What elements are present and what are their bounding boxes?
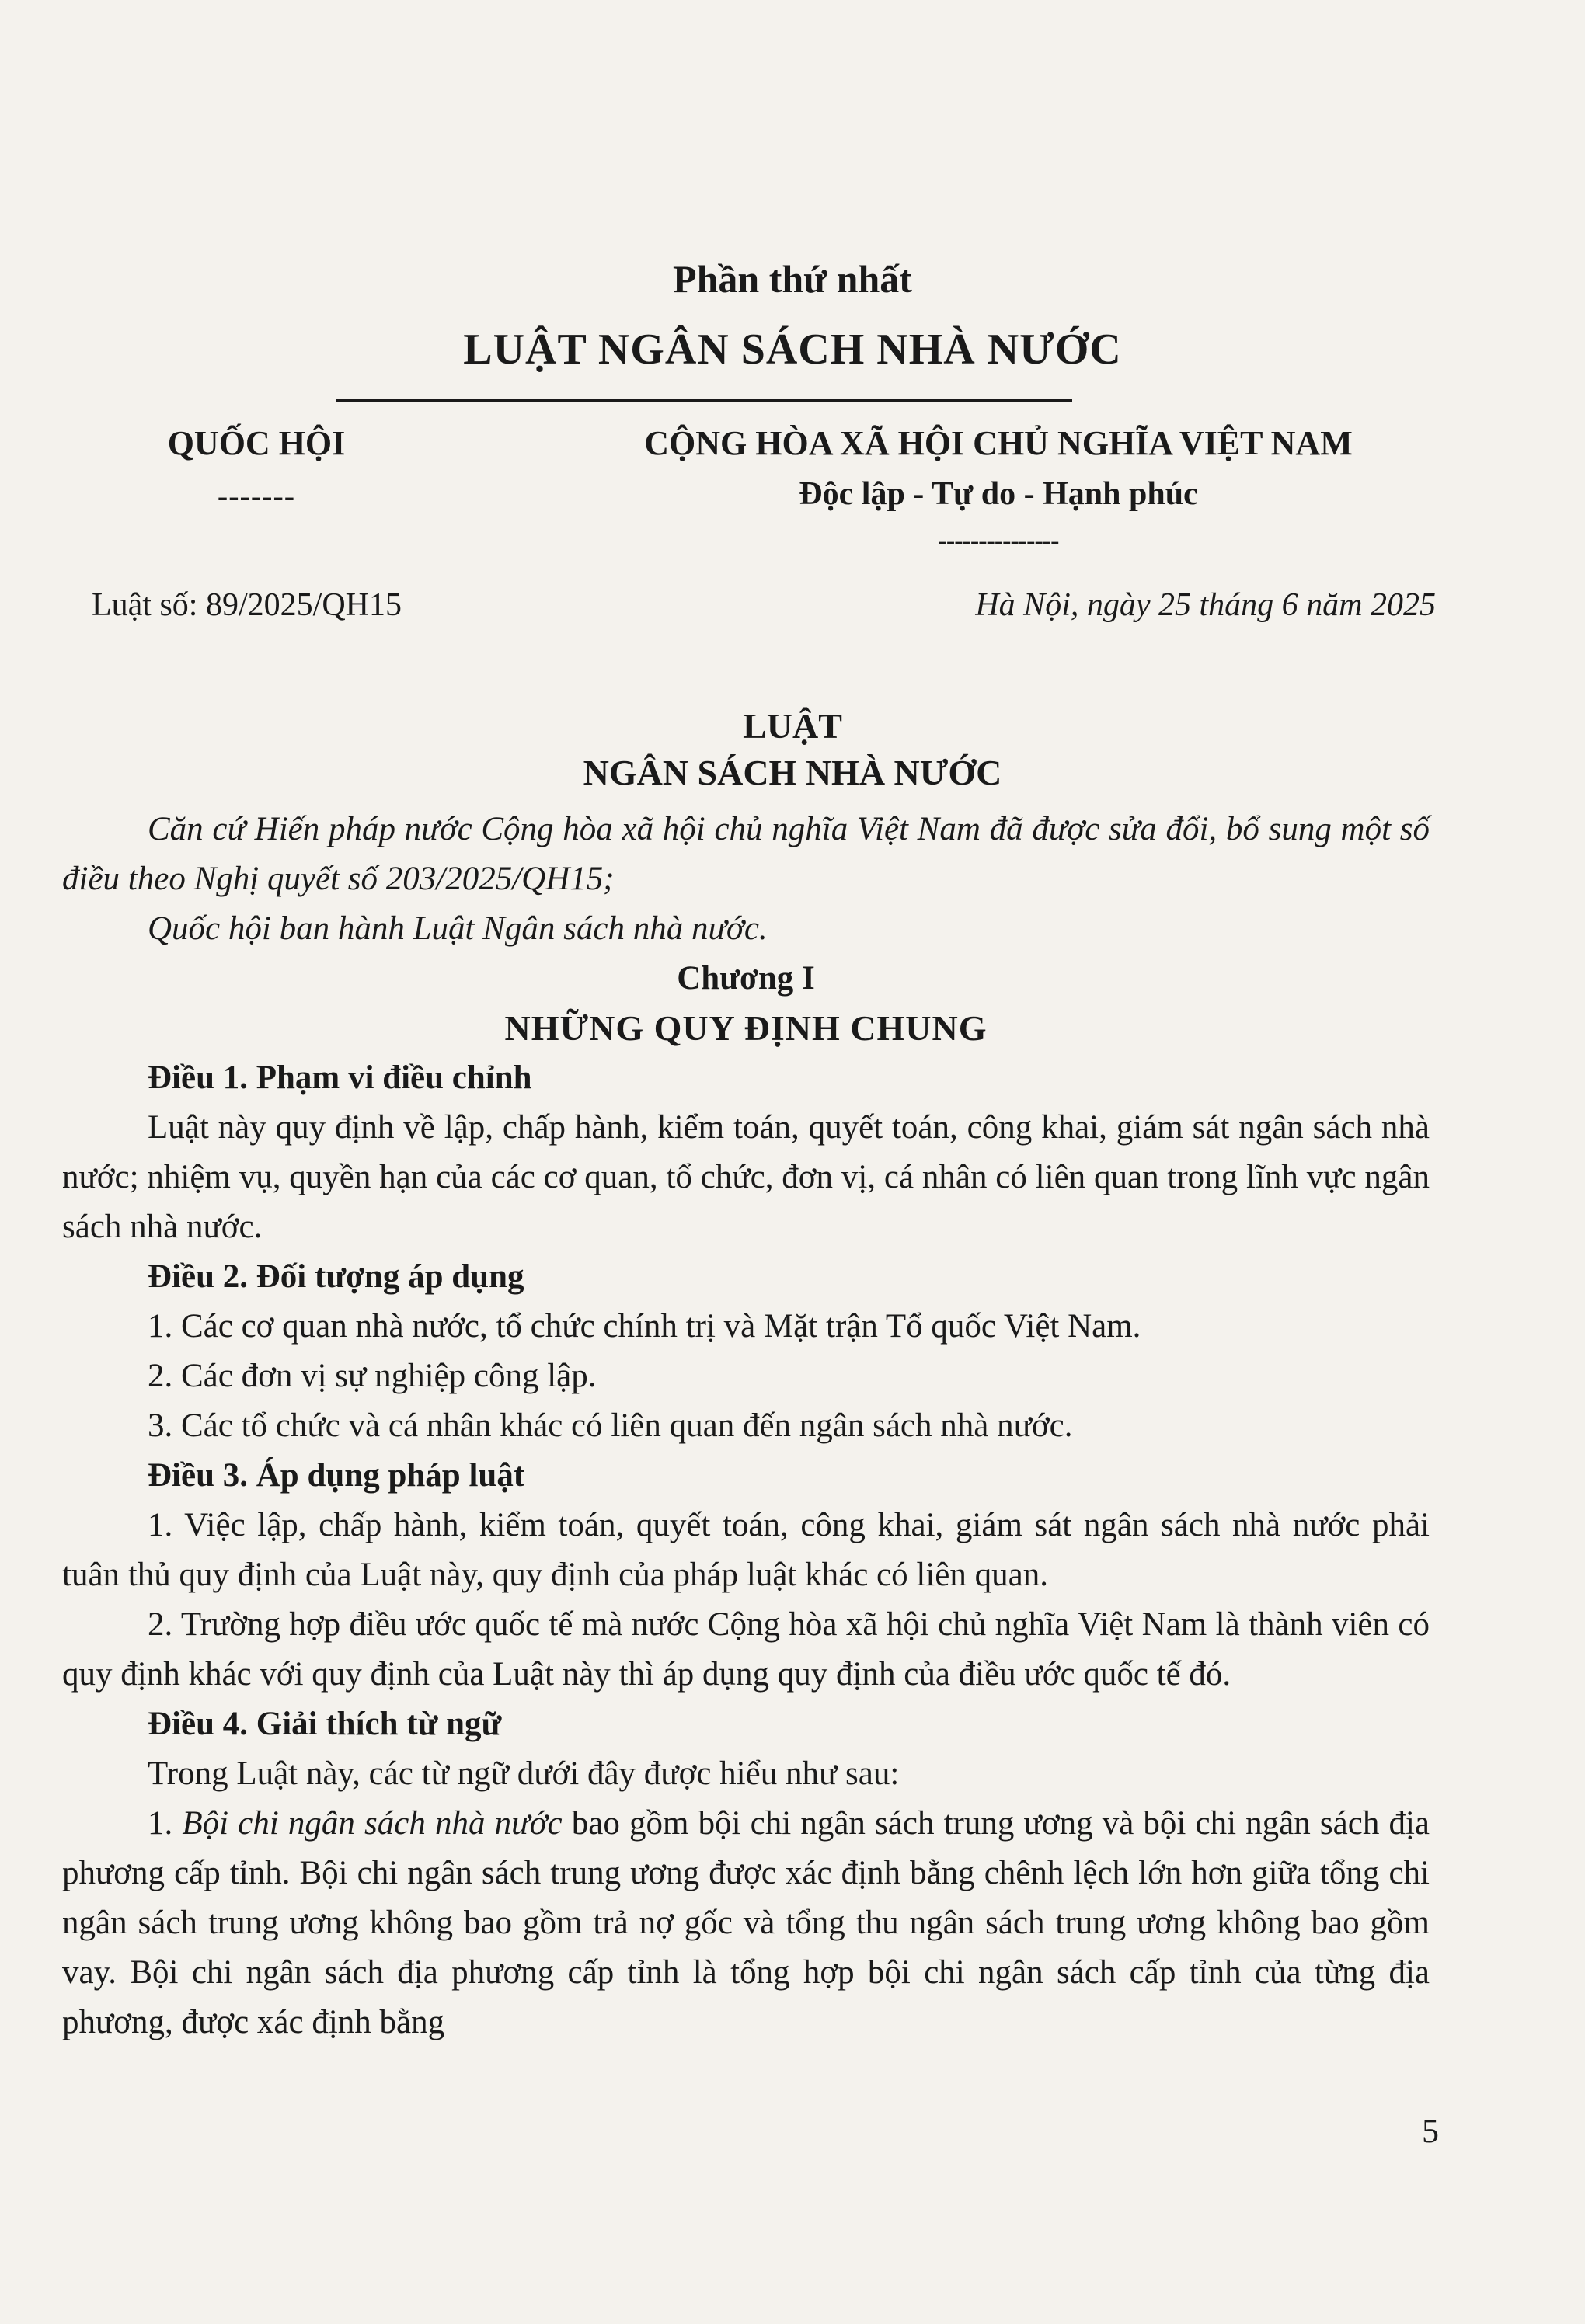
- law-number: Luật số: 89/2025/QH15: [92, 587, 402, 623]
- article-clause: 1. Các cơ quan nhà nước, tổ chức chính trị và Mặt trận Tổ quốc Việt Nam.: [148, 1308, 1141, 1345]
- place-date: Hà Nội, ngày 25 tháng 6 năm 2025: [975, 587, 1436, 623]
- issuer-divider: -------: [217, 478, 296, 513]
- document-body: [62, 805, 1430, 2047]
- title-divider: [336, 399, 1072, 402]
- national-motto: Độc lập - Tự do - Hạnh phúc: [799, 476, 1198, 512]
- article-paragraph: Luật này quy định về lập, chấp hành, kiểm toán, quyết toán, công khai, giám sát ngân sách nhà nước; nhiệm vụ, quyền hạn của các cơ quan, tổ chức, đơn vị, cá nhân có liên quan trong lĩnh vực ngân sách nhà nước.: [62, 1109, 1430, 1245]
- chapter-title: NHỮNG QUY ĐỊNH CHUNG: [504, 1008, 988, 1048]
- article-heading: Điều 2. Đối tượng áp dụng: [148, 1258, 524, 1295]
- part-heading: Phần thứ nhất: [673, 257, 912, 301]
- document-name: NGÂN SÁCH NHÀ NƯỚC: [583, 753, 1002, 792]
- law-title: LUẬT NGÂN SÁCH NHÀ NƯỚC: [463, 325, 1122, 374]
- article-intro: Trong Luật này, các từ ngữ dưới đây được hiểu như sau:: [148, 1755, 900, 1792]
- issuer-name: QUỐC HỘI: [167, 424, 346, 462]
- page-number: 5: [1422, 2112, 1439, 2150]
- chapter-number: Chương I: [677, 960, 815, 997]
- article-clause: 2. Trường hợp điều ước quốc tế mà nước Cộng hòa xã hội chủ nghĩa Việt Nam là thành viên có quy định khác với quy định của Luật này thì áp dụng quy định của điều ước quốc tế đó.: [62, 1606, 1430, 1693]
- definition-clause: [62, 1799, 1430, 2047]
- article-heading: Điều 3. Áp dụng pháp luật: [148, 1457, 525, 1494]
- preamble-enactment: Quốc hội ban hành Luật Ngân sách nhà nước.: [148, 910, 768, 947]
- motto-divider: ---------------: [938, 527, 1059, 555]
- article-heading: Điều 4. Giải thích từ ngữ: [148, 1706, 502, 1742]
- article-clause: 3. Các tổ chức và cá nhân khác có liên quan đến ngân sách nhà nước.: [148, 1407, 1073, 1444]
- national-title: CỘNG HÒA XÃ HỘI CHỦ NGHĨA VIỆT NAM: [644, 424, 1353, 462]
- article-clause: 1. Việc lập, chấp hành, kiểm toán, quyết toán, công khai, giám sát ngân sách nhà nước phải tuân thủ quy định của Luật này, quy định của pháp luật khác có liên quan.: [62, 1507, 1430, 1593]
- article-heading: Điều 1. Phạm vi điều chỉnh: [148, 1059, 532, 1096]
- definition-term: Bội chi ngân sách nhà nước: [182, 1805, 563, 1842]
- article-clause: 2. Các đơn vị sự nghiệp công lập.: [148, 1358, 597, 1394]
- definition-text: bao gồm bội chi ngân sách trung ương và bội chi ngân sách địa phương cấp tỉnh. Bội chi ngân sách trung ương được xác định bằng chênh lệch lớn hơn giữa tổng chi ngân sách trung ương không bao gồm trả nợ gốc và tổng thu ngân sách trung ương không bao gồm vay. Bội chi ngân sách địa phương cấp tỉnh là tổng hợp bội chi ngân sách cấp tỉnh của từng địa phương, được xác định bằng: [62, 1805, 1430, 2040]
- preamble-basis: Căn cứ Hiến pháp nước Cộng hòa xã hội chủ nghĩa Việt Nam đã được sửa đổi, bổ sung một số điều theo Nghị quyết số 203/2025/QH15;: [62, 811, 1430, 897]
- document-type: LUẬT: [743, 706, 842, 746]
- definition-number: 1.: [148, 1805, 183, 1842]
